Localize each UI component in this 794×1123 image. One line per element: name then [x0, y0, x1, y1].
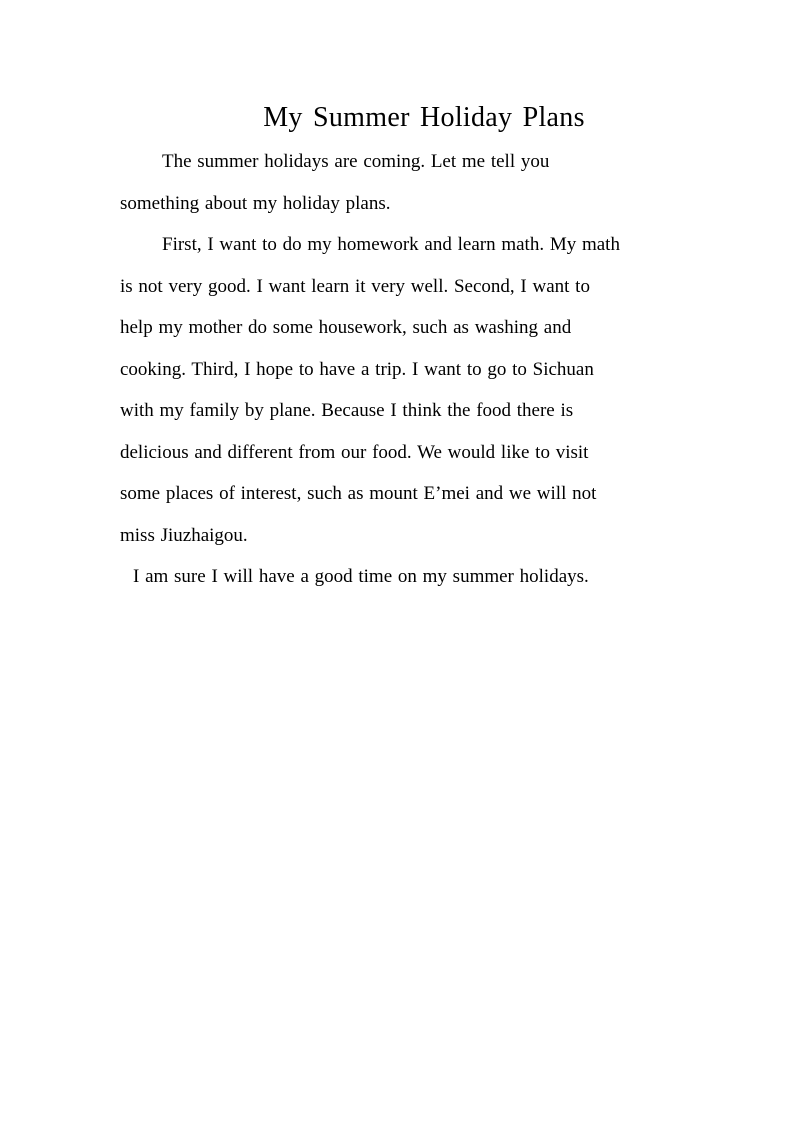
document-title: My Summer Holiday Plans: [263, 102, 585, 133]
paragraph-line: some places of interest, such as mount E’mei and we will not: [120, 483, 597, 504]
paragraph-plans: [120, 224, 672, 556]
paragraph-closing: [120, 556, 672, 598]
paragraph-line: miss Jiuzhaigou.: [120, 524, 248, 546]
paragraph-line: The summer holidays are coming. Let me tell you: [162, 151, 550, 172]
paragraph-line: help my mother do some housework, such as washing and: [120, 317, 572, 338]
paragraph-line: is not very good. I want learn it very well. Second, I want to: [120, 275, 590, 297]
paragraph-line: cooking. Third, I hope to have a trip. I want to go to Sichuan: [120, 358, 594, 380]
paragraph-line: delicious and different from our food. We would like to visit: [120, 441, 589, 463]
paragraph-line: I am sure I will have a good time on my summer holidays.: [133, 566, 589, 587]
paragraph-line: something about my holiday plans.: [120, 192, 391, 214]
paragraph-line: First, I want to do my homework and learn math. My math: [162, 234, 620, 255]
paragraph-line: with my family by plane. Because I think the food there is: [120, 400, 574, 421]
paragraph-intro: [120, 141, 672, 224]
document-body: [120, 141, 672, 598]
